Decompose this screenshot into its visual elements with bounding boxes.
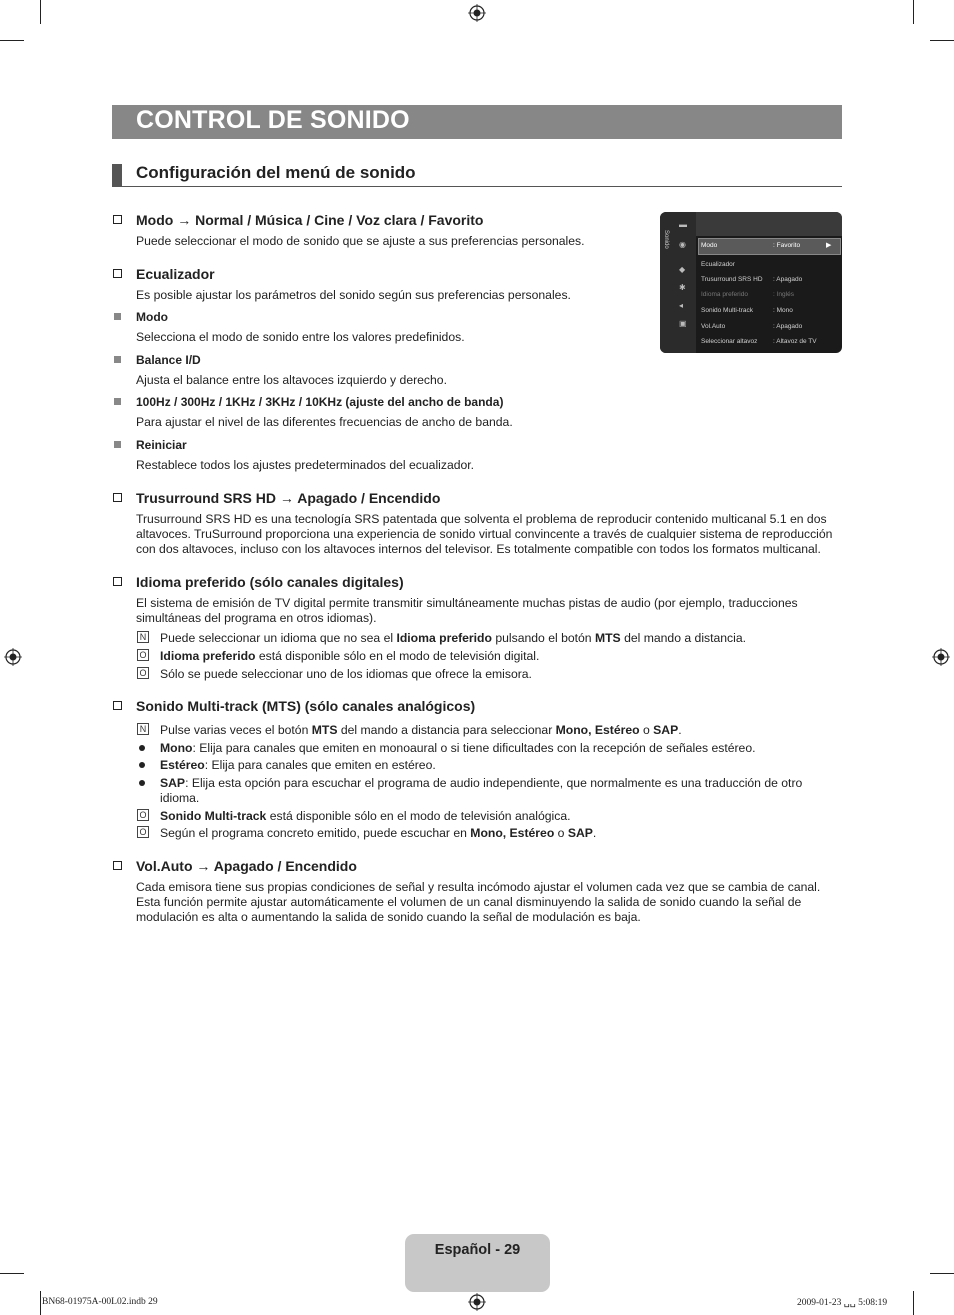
- tv-menu-row-value: : Apagado: [773, 323, 803, 330]
- bullet-text: Mono: Elija para canales que emiten en monoaural o si tiene dificultades con la recepción de señales estéreo.: [160, 741, 756, 755]
- subtitle-divider: [112, 186, 842, 187]
- square-bullet-icon: [114, 356, 121, 363]
- registration-mark-icon: [468, 1293, 486, 1311]
- tv-menu-row-label: Ecualizador: [701, 261, 735, 268]
- section-subtitle: Configuración del menú de sonido: [136, 163, 416, 182]
- note-icon: O: [137, 667, 149, 679]
- subitem-heading: Modo: [136, 310, 168, 324]
- input-icon: ◂: [679, 301, 684, 310]
- checkbox-bullet-icon: [113, 861, 122, 870]
- subitem-heading: Reiniciar: [136, 438, 187, 452]
- bullet-icon: [139, 780, 145, 786]
- checkbox-bullet-icon: [113, 577, 122, 586]
- tv-menu-row-label: Trusurround SRS HD: [701, 276, 763, 283]
- sound-icon: ◉: [679, 240, 686, 249]
- tv-menu-row-value: : Favorito: [773, 242, 801, 249]
- page-number-tab: [405, 1234, 550, 1292]
- subitem-heading: 100Hz / 300Hz / 1KHz / 3KHz / 10KHz (ajuste del ancho de banda): [136, 395, 504, 409]
- picture-icon: ▬: [679, 220, 687, 229]
- bullet-text: Estéreo: Elija para canales que emiten en estéreo.: [160, 758, 436, 772]
- print-date-info: 2009-01-23 ␣␣ 5:08:19: [797, 1298, 888, 1308]
- note-icon: N: [137, 723, 149, 735]
- page-title: CONTROL DE SONIDO: [136, 106, 410, 134]
- square-bullet-icon: [114, 441, 121, 448]
- note-text: Puede seleccionar un idioma que no sea el Idioma preferido pulsando el botón MTS del mando a distancia.: [160, 631, 747, 645]
- subitem-text: Restablece todos los ajustes predeterminados del ecualizador.: [136, 458, 475, 472]
- crop-mark: [913, 1291, 914, 1315]
- section-heading-trusurround: Trusurround SRS HD → Apagado / Encendido: [136, 490, 441, 506]
- section-heading-ecualizador: Ecualizador: [136, 266, 215, 282]
- bullet-icon: [139, 762, 145, 768]
- tv-menu-header: [696, 212, 842, 236]
- tv-menu-row-value: : Apagado: [773, 276, 803, 283]
- tv-menu-row-label: Seleccionar altavoz: [701, 338, 758, 345]
- note-icon: O: [137, 826, 149, 838]
- crop-mark: [0, 1273, 24, 1274]
- square-bullet-icon: [114, 398, 121, 405]
- note-icon: O: [137, 649, 149, 661]
- crop-mark: [930, 40, 954, 41]
- note-text: Sólo se puede seleccionar uno de los idiomas que ofrece la emisora.: [160, 667, 532, 681]
- crop-mark: [930, 1273, 954, 1274]
- page-title-bar: [112, 105, 842, 139]
- subitem-text: Para ajustar el nivel de las diferentes frecuencias de ancho de banda.: [136, 415, 513, 429]
- bullet-icon: [139, 745, 145, 751]
- checkbox-bullet-icon: [113, 493, 122, 502]
- tv-menu-row-value: : Altavoz de TV: [773, 338, 817, 345]
- section-text-ecualizador: Es posible ajustar los parámetros del sonido según sus preferencias personales.: [136, 288, 571, 302]
- tv-menu-side-label: Sonido: [663, 230, 669, 249]
- bullet-text: SAP: Elija esta opción para escuchar el programa de audio independiente, que normalmente es una traducción de otro idioma.: [160, 776, 803, 805]
- subitem-text: Selecciona el modo de sonido entre los valores predefinidos.: [136, 330, 465, 344]
- section-heading-idioma: Idioma preferido (sólo canales digitales): [136, 574, 404, 590]
- crop-mark: [0, 40, 24, 41]
- section-text-modo: Puede seleccionar el modo de sonido que se ajuste a sus preferencias personales.: [136, 234, 585, 248]
- note-icon: O: [137, 809, 149, 821]
- checkbox-bullet-icon: [113, 269, 122, 278]
- page-number: Español - 29: [434, 1242, 521, 1258]
- section-text-trusurround: Trusurround SRS HD es una tecnología SRS patentada que solventa el problema de reproducir contenido multicanal 5.1 en dos altavoces. TruSurround proporciona una experiencia de sonido virtual convincente a través de cualquier sistema de reproducción con dos altavoces, incluso con los altavoces internos del televisor. Es totalmente compatible con todos los formatos multicanal.: [136, 512, 833, 556]
- subitem-heading: Balance I/D: [136, 353, 201, 367]
- section-text-idioma: El sistema de emisión de TV digital permite transmitir simultáneamente muchas pistas de audio (por ejemplo, traducciones simultáneas del programa en otros idiomas).: [136, 596, 798, 625]
- note-text: Idioma preferido está disponible sólo en el modo de televisión digital.: [160, 649, 540, 663]
- section-heading-mts: Sonido Multi-track (MTS) (sólo canales analógicos): [136, 698, 476, 714]
- crop-mark: [913, 0, 914, 24]
- tv-menu-row-value: : Inglés: [773, 291, 794, 298]
- section-heading-volauto: Vol.Auto → Apagado / Encendido: [136, 858, 357, 874]
- square-bullet-icon: [114, 313, 121, 320]
- tv-menu-row-label: Idioma preferido: [701, 291, 748, 298]
- setup-gear-icon: ✱: [679, 283, 686, 292]
- tv-menu-row-label: Vol.Auto: [701, 323, 726, 330]
- registration-mark-icon: [4, 648, 22, 666]
- checkbox-bullet-icon: [113, 215, 122, 224]
- checkbox-bullet-icon: [113, 701, 122, 710]
- subtitle-marker: [112, 164, 122, 186]
- print-file-info: BN68-01975A-00L02.indb 29: [42, 1297, 158, 1307]
- note-text: Según el programa concreto emitido, puede escuchar en Mono, Estéreo o SAP.: [160, 826, 597, 840]
- arrow-right-icon: ▶: [826, 242, 832, 249]
- registration-mark-icon: [932, 648, 950, 666]
- note-icon: N: [137, 631, 149, 643]
- channel-icon: ◆: [679, 265, 686, 274]
- tv-menu-selected-row[interactable]: [698, 238, 841, 255]
- crop-mark: [40, 0, 41, 24]
- section-heading-modo: Modo → Normal / Música / Cine / Voz clara / Favorito: [136, 212, 484, 228]
- note-text: Pulse varias veces el botón MTS del mando a distancia para seleccionar Mono, Estéreo o SAP.: [160, 723, 682, 737]
- tv-menu-row-value: : Mono: [773, 307, 793, 314]
- tv-menu-row-label: Modo: [701, 242, 718, 249]
- registration-mark-icon: [468, 4, 486, 22]
- section-text-volauto: Cada emisora tiene sus propias condiciones de señal y resulta incómodo ajustar el volumen cada vez que se cambia de canal. Esta función permite ajustar automáticamente el volumen de un canal disminuyendo la salida de sonido cuando la señal de modulación es alta o aumentando la salida de sonido cuando la señal de modulación es baja.: [136, 880, 821, 924]
- subitem-text: Ajusta el balance entre los altavoces izquierdo y derecho.: [136, 373, 447, 387]
- support-icon: ▣: [679, 319, 687, 328]
- note-text: Sonido Multi-track está disponible sólo en el modo de televisión analógica.: [160, 809, 571, 823]
- tv-menu-row-label: Sonido Multi-track: [701, 307, 754, 314]
- crop-mark: [40, 1291, 41, 1315]
